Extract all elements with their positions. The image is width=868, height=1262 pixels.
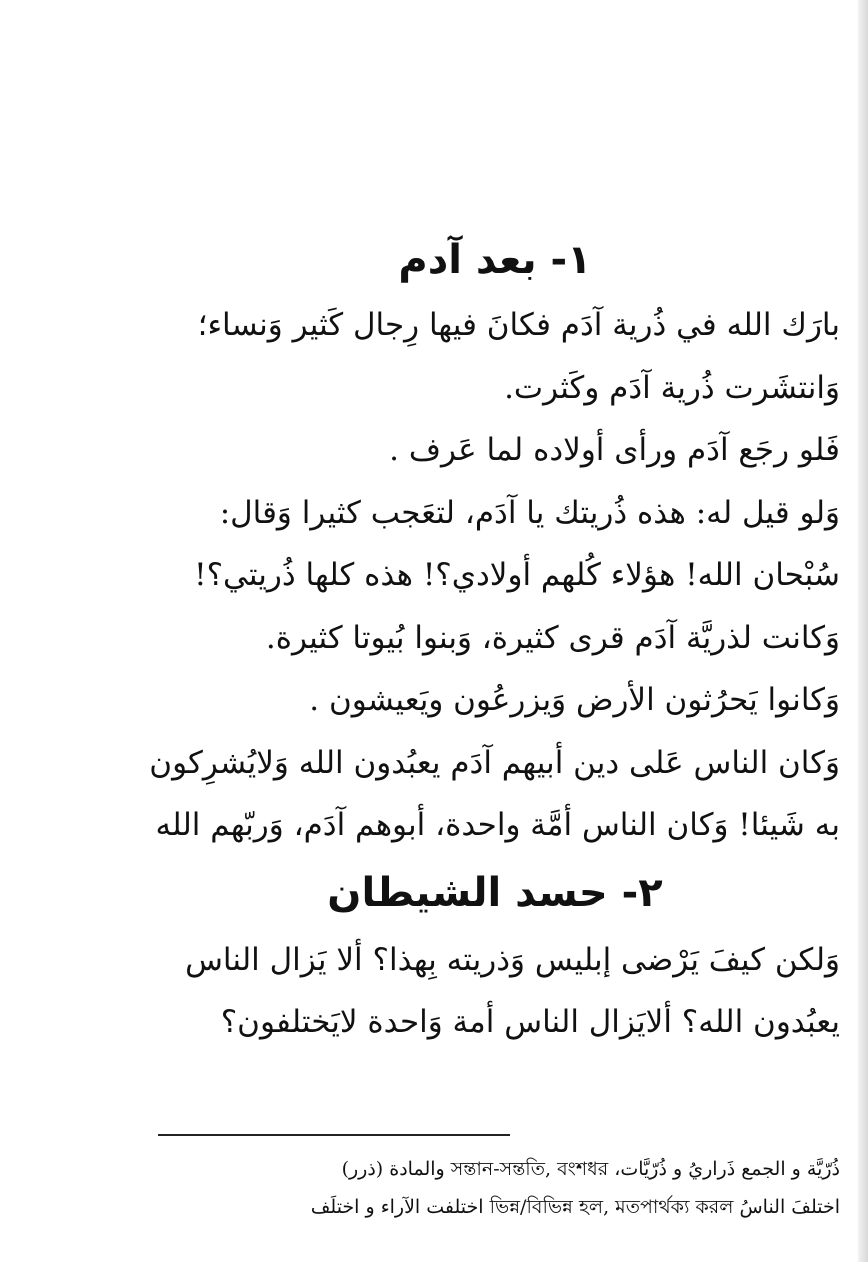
text-line: فَلو رجَع آدَم ورأى أولاده لما عَرف . xyxy=(389,432,840,468)
text-line: وَانتشَرت ذُرية آدَم وكَثرت. xyxy=(504,369,840,406)
text-line: بارَك الله في ذُرية آدَم فكانَ فيها رِجال كَثير وَنساء؛ xyxy=(197,307,840,343)
text-line: سُبْحان الله! هؤلاء كُلهم أولادي؟! هذه كلها ذُريتي؟! xyxy=(194,557,840,593)
footnotes xyxy=(150,1150,840,1226)
text-line: وَكانت لذريَّة آدَم قرى كثيرة، وَبنوا بُيوتا كثيرة. xyxy=(265,619,840,656)
section-1-heading: ١- بعد آدم xyxy=(398,237,592,283)
text-line: يعبُدون الله؟ ألايَزال الناس أمة وَاحدة لايَختلفون؟ xyxy=(220,1004,840,1040)
footnote-line: ذُرّيَّة و الجمع ذَراريُ و ذُرّيَّات، সন্তান-সন্ততি, বংশধর والمادة (ذرر) xyxy=(341,1158,840,1180)
text-line: وَلكن كيفَ يَرْضى إبليس وَذريته بِهذا؟ ألا يَزال الناس xyxy=(185,941,840,978)
text-line: وَكان الناس عَلى دين أبيهم آدَم يعبُدون الله وَلايُشرِكون xyxy=(149,744,840,781)
text-line: وَكانوا يَحرُثون الأرض وَيزرعُون ويَعيشون . xyxy=(309,682,840,718)
text-line: وَلو قيل له: هذه ذُريتك يا آدَم، لتعَجب كثيرا وَقال: xyxy=(219,494,840,531)
footnote-divider xyxy=(158,1134,510,1136)
section-2-heading: ٢- حسد الشيطان xyxy=(327,869,663,916)
text-line: به شَيئا! وَكان الناس أمَّة واحدة، أبوهم آدَم، وَربّهم الله xyxy=(155,807,840,843)
page-edge-shadow xyxy=(858,0,868,1262)
page-body xyxy=(150,228,840,1054)
footnote-line: اختلفَ الناسُ ভিন্ন/বিভিন্ন হল, মতপার্থক্য করল اختلفت الآراء و اختلَف xyxy=(310,1196,840,1218)
